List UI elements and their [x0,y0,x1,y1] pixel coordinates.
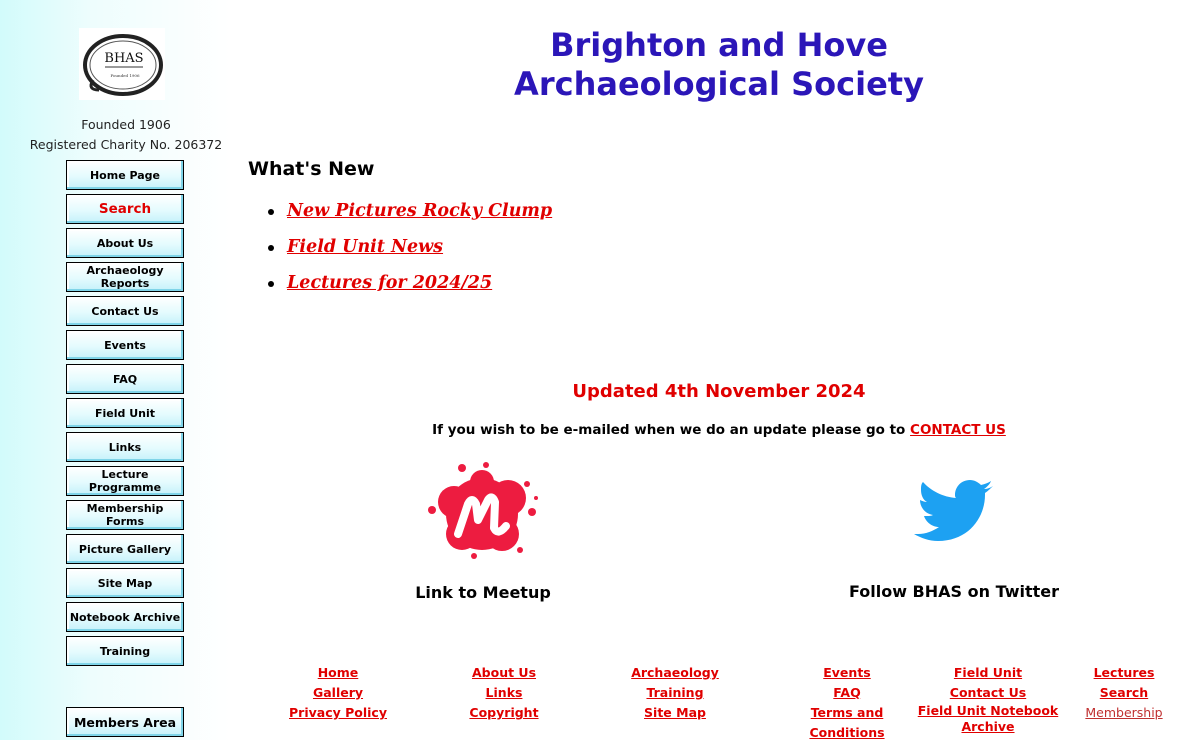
footer-link-lectures[interactable]: Lectures [1093,665,1155,680]
news-link-lectures[interactable]: Lectures for 2024/25 [287,273,493,293]
nav-home-page-button[interactable]: Home Page [66,160,184,190]
nav-links-button[interactable]: Links [66,432,184,462]
page-title: Brighton and Hove Archaeological Society [514,26,924,103]
footer-link-about-us[interactable]: About Us [471,665,537,680]
updated-date: Updated 4th November 2024 [572,381,866,402]
nav-notebook-archive-button[interactable]: Notebook Archive [66,602,184,632]
contact-us-link[interactable]: CONTACT US [910,422,1006,438]
footer-link-terms[interactable]: Terms and Conditions [809,705,885,740]
twitter-caption[interactable]: Follow BHAS on Twitter [848,582,1060,601]
list-item [266,271,552,307]
footer-column-2 [454,663,554,723]
email-update-note: If you wish to be e-mailed when we do an update please go to CONTACT US [432,422,1006,438]
nav-field-unit-button[interactable]: Field Unit [66,398,184,428]
footer-link-training[interactable]: Training [646,685,704,700]
founded-text: Founded 1906 [81,117,171,132]
news-link-field-unit[interactable]: Field Unit News [287,237,444,257]
nav-search-button[interactable]: Search [66,194,184,224]
whats-new-list [266,199,552,307]
nav-contact-us-button[interactable]: Contact Us [66,296,184,326]
meetup-icon[interactable] [424,462,542,562]
members-area-button[interactable]: Members Area [66,707,184,737]
footer-link-faq[interactable]: FAQ [833,685,861,700]
footer-column-1 [286,663,390,723]
footer-column-3 [620,663,730,723]
footer-link-home[interactable]: Home [317,665,359,680]
list-item [266,235,552,271]
footer-link-events[interactable]: Events [823,665,871,680]
footer-link-search[interactable]: Search [1099,685,1149,700]
footer-link-field-unit[interactable]: Field Unit [953,665,1023,680]
nav-events-button[interactable]: Events [66,330,184,360]
footer-link-contact-us[interactable]: Contact Us [949,685,1027,700]
nav-membership-forms-button[interactable]: Membership Forms [66,500,184,530]
nav-faq-button[interactable]: FAQ [66,364,184,394]
whats-new-heading: What's New [248,158,375,180]
nav-picture-gallery-button[interactable]: Picture Gallery [66,534,184,564]
nav-about-us-button[interactable]: About Us [66,228,184,258]
footer-link-archaeology[interactable]: Archaeology [631,665,719,680]
nav-lecture-programme-button[interactable]: Lecture Programme [66,466,184,496]
bhas-logo[interactable] [79,28,165,100]
nav-archaeology-reports-button[interactable]: Archaeology Reports [66,262,184,292]
footer-link-gallery[interactable]: Gallery [312,685,364,700]
list-item [266,199,552,235]
footer-link-privacy-policy[interactable]: Privacy Policy [289,705,387,720]
footer-link-site-map[interactable]: Site Map [644,705,706,720]
footer-column-4 [772,663,922,743]
footer-link-copyright[interactable]: Copyright [469,705,539,720]
news-link-rocky-clump[interactable]: New Pictures Rocky Clump [287,201,553,221]
nav-training-button[interactable]: Training [66,636,184,666]
footer-column-6 [1072,663,1176,723]
nav-site-map-button[interactable]: Site Map [66,568,184,598]
footer-link-membership[interactable]: Membership [1085,705,1163,720]
charity-number: Registered Charity No. 206372 [29,137,223,152]
svg-text:BHAS: BHAS [104,51,144,66]
footer-link-field-unit-notebook-archive[interactable]: Field Unit Notebook Archive [917,703,1059,734]
twitter-bird-icon[interactable] [911,480,997,542]
meetup-caption[interactable]: Link to Meetup [415,583,551,602]
footer-link-links[interactable]: Links [485,685,523,700]
svg-text:Founded 1906: Founded 1906 [110,73,140,78]
footer-column-5 [916,663,1060,735]
